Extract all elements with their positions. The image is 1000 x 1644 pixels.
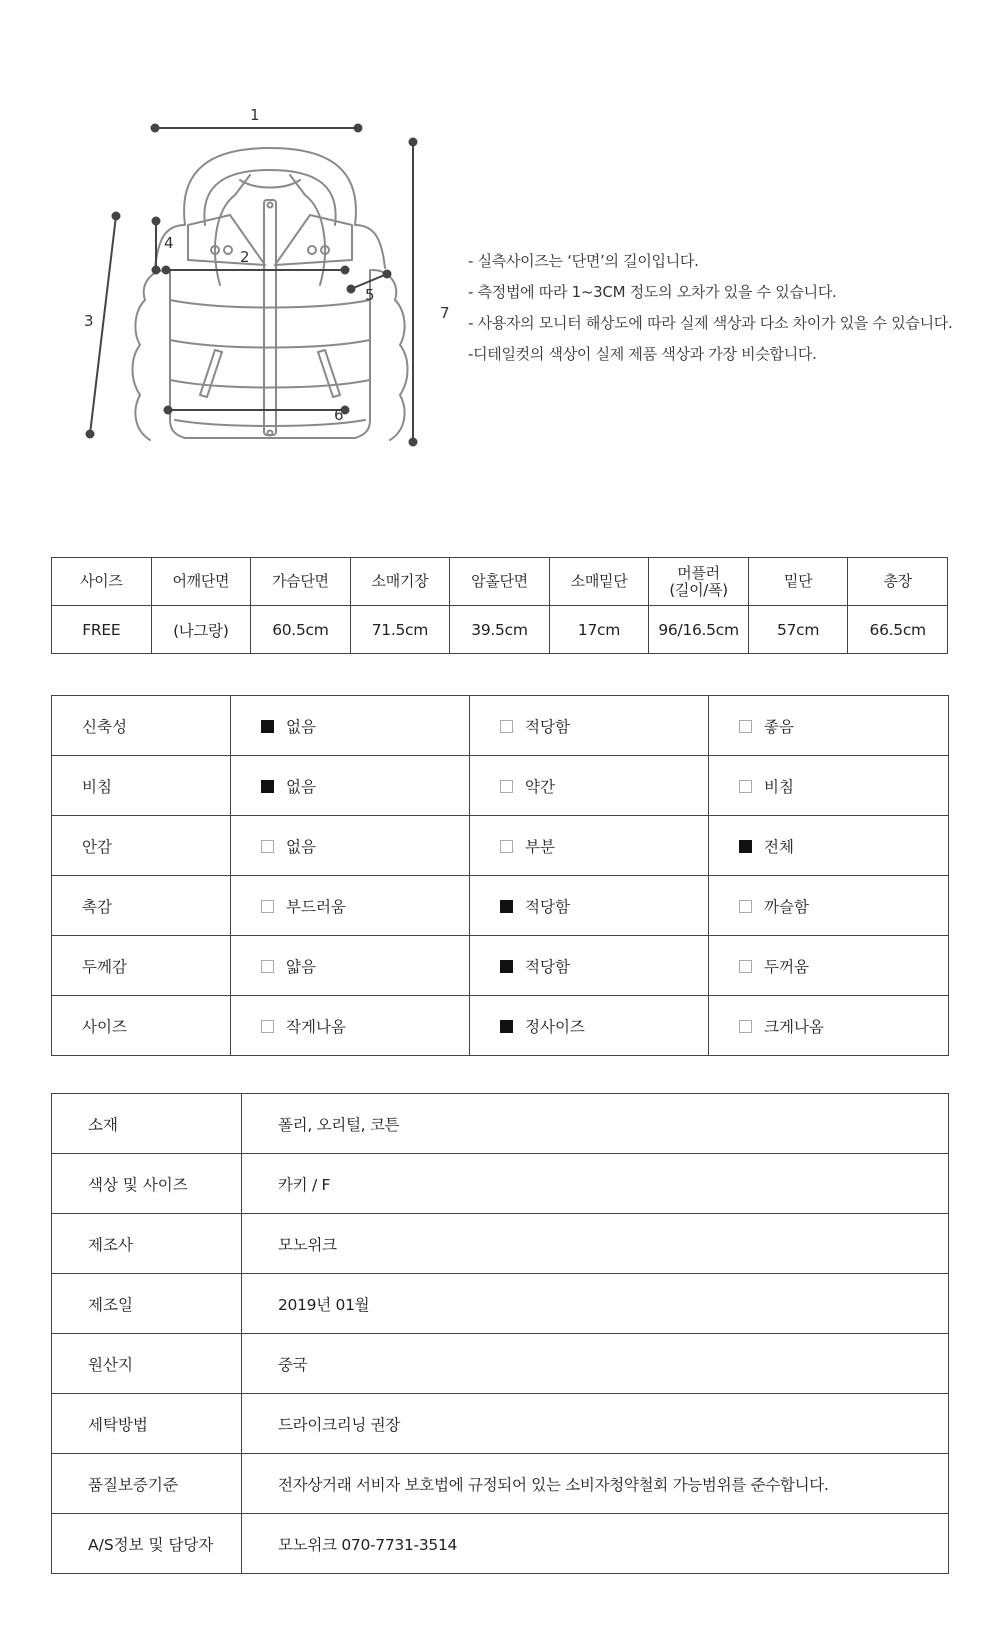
- info-label: 제조일: [52, 1274, 242, 1334]
- feel-option: [231, 876, 470, 936]
- feel-row: [52, 936, 949, 996]
- size-header-cell: 소매기장: [350, 558, 450, 606]
- size-value-cell: 57cm: [748, 606, 848, 654]
- size-value-cell: 39.5cm: [450, 606, 550, 654]
- info-label: 품질보증기준: [52, 1454, 242, 1514]
- feel-option-text: 적당함: [525, 717, 570, 736]
- feel-option-text: 없음: [286, 837, 316, 856]
- unchecked-box-icon: [261, 900, 274, 913]
- feel-option: [231, 996, 470, 1056]
- unchecked-box-icon: [739, 960, 752, 973]
- dim-label-4: 4: [164, 234, 174, 252]
- size-header-cell: 어깨단면: [151, 558, 251, 606]
- feel-option-text: 정사이즈: [525, 1017, 585, 1036]
- feel-option: [470, 936, 709, 996]
- info-row: [52, 1094, 949, 1154]
- size-header-cell: 소매밑단: [549, 558, 649, 606]
- size-table: [51, 557, 948, 654]
- size-header-cell: 사이즈: [52, 558, 152, 606]
- info-label: 원산지: [52, 1334, 242, 1394]
- feel-row: [52, 876, 949, 936]
- unchecked-box-icon: [261, 1020, 274, 1033]
- size-header-cell: 머플러 (길이/폭): [649, 558, 749, 606]
- size-value-cell: FREE: [52, 606, 152, 654]
- feel-option-text: 작게나옴: [286, 1017, 346, 1036]
- unchecked-box-icon: [500, 780, 513, 793]
- size-header-cell: 총장: [848, 558, 948, 606]
- size-header-cell: 밑단: [748, 558, 848, 606]
- feel-option: [470, 996, 709, 1056]
- size-value-row: [52, 606, 948, 654]
- feel-option-text: 두꺼움: [764, 957, 809, 976]
- size-value-cell: (나그랑): [151, 606, 251, 654]
- size-value-cell: 66.5cm: [848, 606, 948, 654]
- feel-label: 신축성: [52, 696, 231, 756]
- info-value: 모노위크 070-7731-3514: [242, 1514, 949, 1574]
- feel-row: [52, 816, 949, 876]
- feel-option-text: 없음: [286, 777, 316, 796]
- note-line: - 사용자의 모니터 해상도에 따라 실제 색상과 다소 차이가 있을 수 있습니다.: [468, 314, 953, 332]
- feel-option-text: 까슬함: [764, 897, 809, 916]
- dim-label-5: 5: [365, 286, 375, 304]
- feel-option: [709, 756, 949, 816]
- info-row: [52, 1334, 949, 1394]
- feel-option: [470, 756, 709, 816]
- feel-label: 촉감: [52, 876, 231, 936]
- unchecked-box-icon: [739, 1020, 752, 1033]
- unchecked-box-icon: [739, 780, 752, 793]
- info-value: 드라이크리닝 권장: [242, 1394, 949, 1454]
- info-value: 폴리, 오리털, 코튼: [242, 1094, 949, 1154]
- size-value-cell: 96/16.5cm: [649, 606, 749, 654]
- info-value: 2019년 01월: [242, 1274, 949, 1334]
- checked-box-icon: [500, 900, 513, 913]
- size-value-cell: 60.5cm: [251, 606, 351, 654]
- feel-row: [52, 756, 949, 816]
- checked-box-icon: [261, 780, 274, 793]
- feel-option: [709, 696, 949, 756]
- info-value: 전자상거래 서비자 보호법에 규정되어 있는 소비자청약철회 가능범위를 준수합니다.: [242, 1454, 949, 1514]
- feel-row: [52, 696, 949, 756]
- feel-option: [709, 816, 949, 876]
- feel-option-text: 적당함: [525, 957, 570, 976]
- feel-label: 안감: [52, 816, 231, 876]
- info-label: 색상 및 사이즈: [52, 1154, 242, 1214]
- feel-option: [470, 816, 709, 876]
- feel-option-text: 약간: [525, 777, 555, 796]
- feel-option-text: 좋음: [764, 717, 794, 736]
- feel-option: [709, 876, 949, 936]
- unchecked-box-icon: [739, 720, 752, 733]
- info-row: [52, 1274, 949, 1334]
- info-label: 소재: [52, 1094, 242, 1154]
- product-info-table: [51, 1093, 949, 1574]
- info-row: [52, 1454, 949, 1514]
- feel-option-text: 적당함: [525, 897, 570, 916]
- feel-option-text: 얇음: [286, 957, 316, 976]
- feel-option: [709, 936, 949, 996]
- checked-box-icon: [261, 720, 274, 733]
- unchecked-box-icon: [500, 720, 513, 733]
- feel-option-text: 부드러움: [286, 897, 346, 916]
- feel-option-text: 크게나옴: [764, 1017, 824, 1036]
- measurement-diagram: [60, 100, 460, 480]
- feel-option-text: 전체: [764, 837, 794, 856]
- feel-option: [231, 756, 470, 816]
- feel-label: 사이즈: [52, 996, 231, 1056]
- checked-box-icon: [500, 960, 513, 973]
- info-label: 세탁방법: [52, 1394, 242, 1454]
- info-row: [52, 1394, 949, 1454]
- info-value: 중국: [242, 1334, 949, 1394]
- note-line: - 실측사이즈는 ‘단면’의 길이입니다.: [468, 252, 699, 270]
- size-header-cell: 암홀단면: [450, 558, 550, 606]
- info-row: [52, 1154, 949, 1214]
- dim-label-1: 1: [250, 106, 260, 124]
- dim-label-3: 3: [84, 312, 94, 330]
- size-notes: [468, 246, 952, 370]
- info-row: [52, 1214, 949, 1274]
- unchecked-box-icon: [261, 960, 274, 973]
- note-line: - 측정법에 따라 1~3CM 정도의 오차가 있을 수 있습니다.: [468, 283, 837, 301]
- size-header-row: [52, 558, 948, 606]
- info-label: 제조사: [52, 1214, 242, 1274]
- feel-label: 비침: [52, 756, 231, 816]
- feel-option: [470, 876, 709, 936]
- size-header-cell: 가슴단면: [251, 558, 351, 606]
- info-value: 모노위크: [242, 1214, 949, 1274]
- feel-option: [231, 936, 470, 996]
- feel-option-text: 비침: [764, 777, 794, 796]
- dim-label-2: 2: [240, 248, 250, 266]
- feel-label: 두께감: [52, 936, 231, 996]
- checked-box-icon: [500, 1020, 513, 1033]
- jacket-illustration: [60, 100, 460, 480]
- feel-option-text: 없음: [286, 717, 316, 736]
- info-value: 카키 / F: [242, 1154, 949, 1214]
- size-value-cell: 71.5cm: [350, 606, 450, 654]
- unchecked-box-icon: [500, 840, 513, 853]
- feel-option-text: 부분: [525, 837, 555, 856]
- unchecked-box-icon: [261, 840, 274, 853]
- checked-box-icon: [739, 840, 752, 853]
- size-value-cell: 17cm: [549, 606, 649, 654]
- fabric-feel-table: [51, 695, 949, 1056]
- feel-row: [52, 996, 949, 1056]
- dim-label-7: 7: [440, 304, 450, 322]
- feel-option: [231, 816, 470, 876]
- feel-option: [470, 696, 709, 756]
- info-label: A/S정보 및 담당자: [52, 1514, 242, 1574]
- dim-label-6: 6: [334, 406, 344, 424]
- feel-option: [231, 696, 470, 756]
- feel-option: [709, 996, 949, 1056]
- note-line: -디테일컷의 색상이 실제 제품 색상과 가장 비슷합니다.: [468, 345, 817, 363]
- info-row: [52, 1514, 949, 1574]
- unchecked-box-icon: [739, 900, 752, 913]
